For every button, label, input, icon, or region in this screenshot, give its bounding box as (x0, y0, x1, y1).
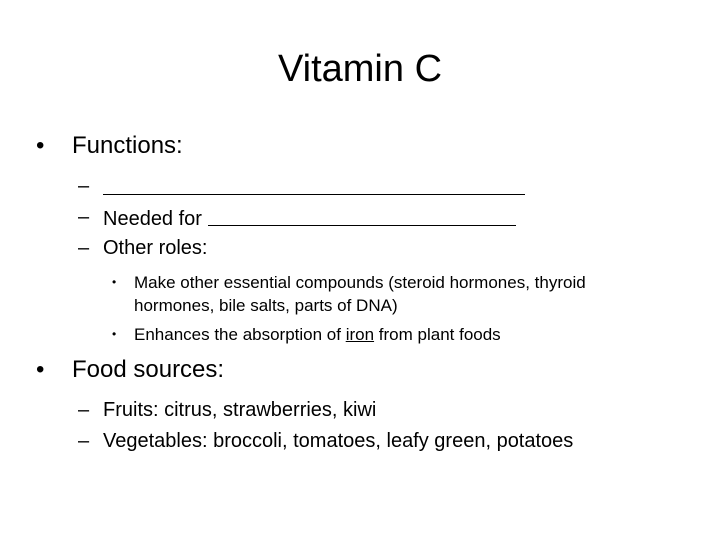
detail-text-before: Enhances the absorption of (134, 325, 346, 344)
functions-label: Functions: (72, 132, 183, 159)
detail-line-2: hormones, bile salts, parts of DNA) (134, 296, 398, 315)
fill-in-blank (208, 205, 516, 226)
sub-item-text: Fruits: citrus, strawberries, kiwi (103, 399, 377, 421)
underlined-word-iron: iron (345, 325, 375, 344)
dash-icon: – (78, 237, 90, 259)
sub-item-text: Other roles: (103, 237, 208, 259)
fill-in-blank (103, 174, 525, 195)
dash-icon: – (78, 430, 90, 452)
dash-icon: – (78, 399, 90, 421)
bullet-icon: • (36, 132, 45, 159)
slide-title: Vitamin C (277, 48, 443, 90)
detail-line-1: Make other essential compounds (steroid hormones, thyroid (134, 273, 586, 292)
sub-item-text: Vegetables: broccoli, tomatoes, leafy green, potatoes (103, 430, 574, 452)
bullet-icon: • (112, 275, 117, 289)
bullet-icon: • (112, 327, 117, 341)
detail-text-after: from plant foods (374, 325, 501, 344)
dash-icon: – (78, 175, 90, 197)
dash-icon: – (78, 206, 90, 228)
food-sources-label: Food sources: (72, 356, 225, 383)
bullet-icon: • (36, 356, 45, 383)
sub-item-text: Needed for (103, 208, 208, 230)
